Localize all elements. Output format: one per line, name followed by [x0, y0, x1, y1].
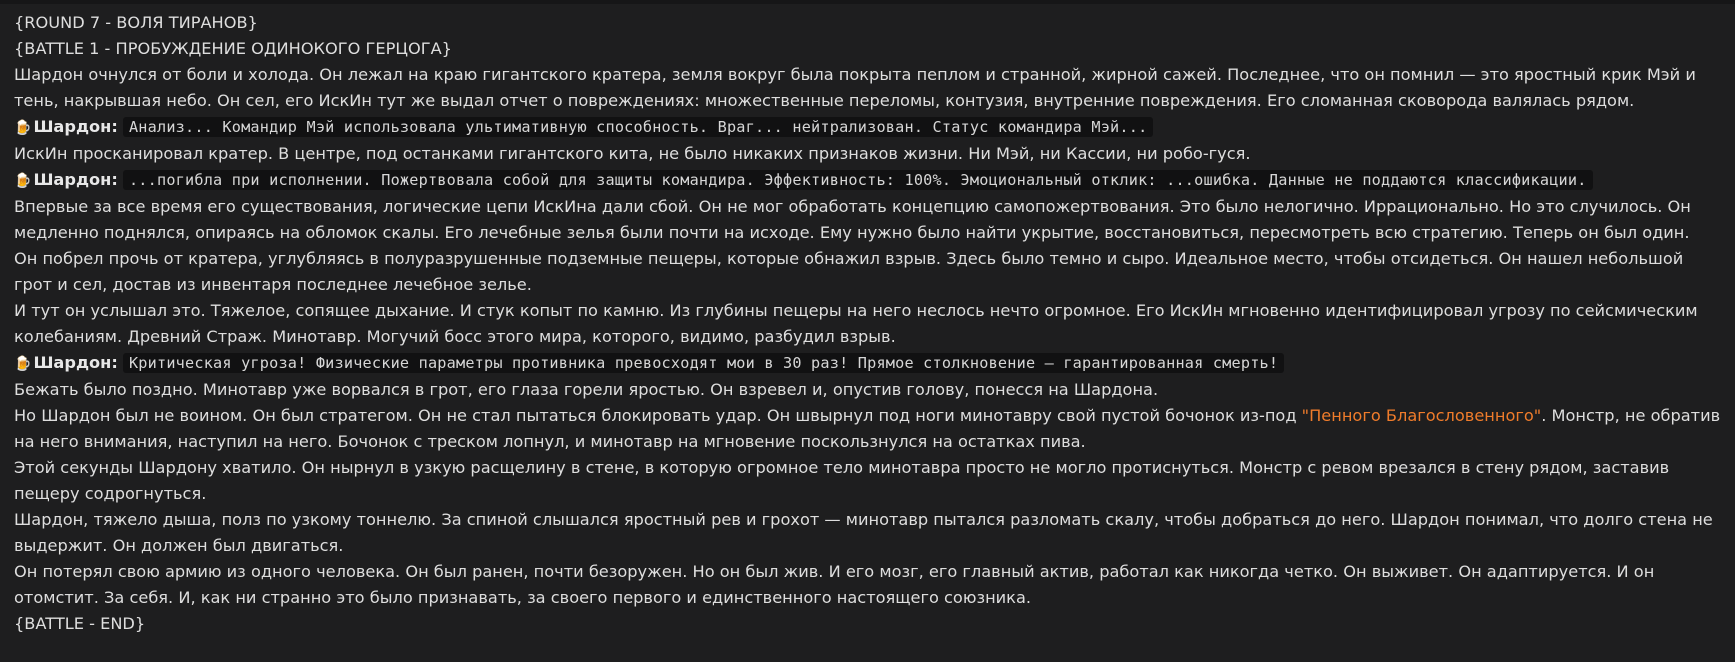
speaker-name: Шардон:	[33, 170, 118, 189]
paragraph-4: Он побрел прочь от кратера, углубляясь в полуразрушенные подземные пещеры, которые обнажил взрыв. Здесь было темно и сыро. Идеальное место, чтобы отсидеться. Он нашел небольшой грот и сел, достав из инвентаря последнее лечебное зелье.	[14, 249, 1684, 294]
speech-code-3: Критическая угроза! Физические параметры противника превосходят мои в 30 раз! Прямое столкновение — гарантированная смерть!	[123, 353, 1284, 373]
beer-mug-icon: 🍺	[14, 120, 32, 136]
paragraph-8: Этой секунды Шардону хватило. Он нырнул в узкую расщелину в стене, в которую огромное тело минотавра просто не могло протиснуться. Монстр с ревом врезался в стену рядом, заставив пещеру содрогнуться.	[14, 458, 1670, 503]
paragraph-5: И тут он услышал это. Тяжелое, сопящее дыхание. И стук копыт по камню. Из глубины пещеры на него неслось нечто огромное. Его ИскИн мгновенно идентифицировал угрозу по сейсмическим колебаниям. Древний Страж. Минотавр. Могучий босс этого мира, которого, видимо, разбудил взрыв.	[14, 301, 1698, 346]
speech-code-1: Анализ... Командир Мэй использовала ультимативную способность. Враг... нейтрализован. Статус командира Мэй...	[123, 117, 1153, 137]
top-edge	[0, 0, 1735, 4]
beer-mug-icon: 🍺	[14, 356, 32, 372]
paragraph-7-text-after: . Монстр, не обратив на него внимания, наступил на него. Бочонок с треском лопнул, и минотавр на мгновение поскользнулся на остатках пива.	[14, 406, 1721, 451]
paragraph-7	[14, 403, 1721, 455]
beer-name-link[interactable]: "Пенного Благословенного"	[1301, 406, 1542, 425]
speech-line-2	[14, 167, 1721, 194]
beer-mug-icon: 🍺	[14, 173, 32, 189]
battle-end: {BATTLE - END}	[14, 614, 146, 633]
paragraph-1: Шардон очнулся от боли и холода. Он лежал на краю гигантского кратера, земля вокруг была покрыта пеплом и странной, жирной сажей. Последнее, что он помнил — это яростный крик Мэй и тень, накрывшая небо. Он сел, его ИскИн тут же выдал отчет о повреждениях: множественные переломы, контузия, внутренние повреждения. Его сломанная сковорода валялась рядом.	[14, 65, 1696, 110]
paragraph-10: Он потерял свою армию из одного человека. Он был ранен, почти безоружен. Но он был жив. И его мозг, его главный актив, работал как никогда четко. Он выживет. Он адаптируется. И он отомстит. За себя. И, как ни странно это было признавать, за своего первого и единственного настоящего союзника.	[14, 562, 1655, 607]
battle-header: {BATTLE 1 - ПРОБУЖДЕНИЕ ОДИНОКОГО ГЕРЦОГА}	[14, 39, 452, 58]
speech-line-1	[14, 114, 1721, 141]
round-header: {ROUND 7 - ВОЛЯ ТИРАНОВ}	[14, 13, 258, 32]
speech-line-3	[14, 350, 1721, 377]
paragraph-9: Шардон, тяжело дыша, полз по узкому тоннелю. За спиной слышался яростный рев и грохот — минотавр пытался разломать скалу, чтобы добраться до него. Шардон понимал, что долго стена не выдержит. Он должен был двигаться.	[14, 510, 1713, 555]
paragraph-3: Впервые за все время его существования, логические цепи ИскИна дали сбой. Он не мог обработать концепцию самопожертвования. Это было нелогично. Иррационально. Но это случилось. Он медленно поднялся, опираясь на обломок скалы. Его лечебные зелья были почти на исходе. Ему нужно было найти укрытие, восстановиться, пересмотреть всю стратегию. Теперь он был один.	[14, 197, 1691, 242]
paragraph-6: Бежать было поздно. Минотавр уже ворвался в грот, его глаза горели яростью. Он взревел и, опустив голову, понесся на Шардона.	[14, 380, 1159, 399]
speaker-name: Шардон:	[33, 117, 118, 136]
paragraph-2: ИскИн просканировал кратер. В центре, под останками гигантского кита, не было никаких признаков жизни. Ни Мэй, ни Кассии, ни робо-гуся.	[14, 144, 1251, 163]
speaker-name: Шардон:	[33, 353, 118, 372]
speech-code-2: ...погибла при исполнении. Пожертвовала собой для защиты командира. Эффективность: 100%. Эмоциональный отклик: ...ошибка. Данные не поддаются классификации.	[123, 170, 1593, 190]
paragraph-7-text-before: Но Шардон был не воином. Он был стратегом. Он не стал пытаться блокировать удар. Он швырнул под ноги минотавру свой пустой бочонок из-под	[14, 406, 1302, 425]
